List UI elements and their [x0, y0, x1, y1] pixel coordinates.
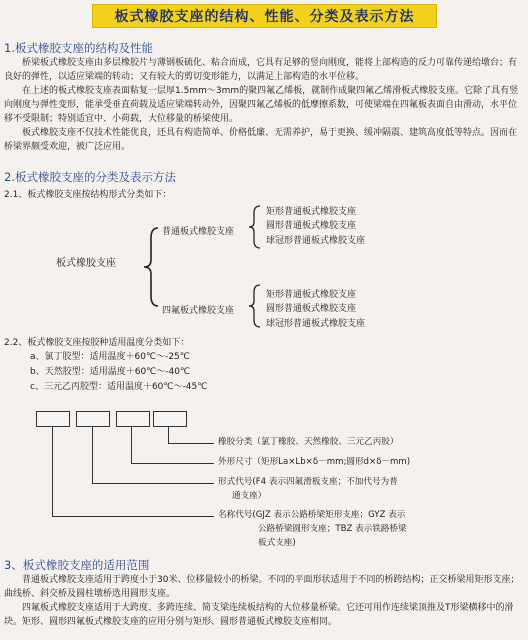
legend-type-cont: 通支座）	[232, 491, 267, 501]
paragraph: 四氟板式橡胶支座适用于大跨度、多跨连续、简支梁连续板结构的大位移量桥梁。它还可用作连续梁顶推及T形梁横移中的滑块。矩形、圆形四氟板式橡胶支座的应用分别与矩形、圆形普通板式橡胶支座相同。	[4, 603, 514, 627]
tree-group-ordinary: 普通板式橡胶支座	[162, 227, 235, 237]
code-box-size	[116, 411, 150, 427]
page-title: 板式橡胶支座的结构、性能、分类及表示方法	[114, 9, 415, 25]
tree-leaf: 球冠形普通板式橡胶支座	[266, 236, 366, 246]
title-banner	[92, 4, 437, 28]
tree-leaf: 球冠形普通板式橡胶支座	[266, 319, 366, 329]
tree-root: 板式橡胶支座	[56, 258, 116, 269]
legend-name-cont: 公路桥梁圆形支座；TBZ 表示铁路桥梁	[258, 524, 407, 534]
legend-rubber: 橡胶分类（氯丁橡胶、天然橡胶、三元乙丙胶）	[218, 437, 399, 447]
tree-group-ptfe: 四氟板式橡胶支座	[162, 306, 235, 316]
subsection-2-1: 2.1、板式橡胶支座按结构形式分类如下：	[4, 190, 172, 200]
connector	[168, 427, 169, 443]
connector	[131, 463, 214, 464]
temperature-item: b、天然胶型：适用温度＋60℃～-40℃	[30, 367, 191, 377]
code-box-rubber	[153, 411, 187, 427]
root-brace	[142, 226, 162, 308]
paragraph: 板式橡胶支座不仅技术性能优良，还具有构造简单、价格低廉、无需养护，易于更换、缓冲隔震、建筑高度低等特点。因而在桥梁界颇受欢迎，被广泛应用。	[4, 128, 518, 152]
tree-leaf: 矩形普通板式橡胶支座	[266, 207, 357, 217]
connector	[131, 427, 132, 463]
paragraph: 桥梁板式橡胶支座由多层橡胶片与薄钢板硫化、粘合而成，它具有足够的竖向刚度，能将上部构造的反力可靠传递给墩台；有良好的弹性，以适应梁端的转动；又有较大的剪切变形能力，以满足上部构造的水平位移。	[4, 58, 518, 82]
legend-size: 外形尺寸（矩形La×Lb×δ－mm;圆形d×δ－mm)	[218, 457, 411, 467]
tree-leaf: 矩形普通板式橡胶支座	[266, 290, 357, 300]
section-1-heading: 1.板式橡胶支座的结构及性能	[4, 41, 153, 55]
section-3-body	[4, 573, 520, 629]
section-1-body	[4, 56, 520, 154]
legend-name-cont: 板式支座)	[258, 538, 296, 548]
paragraph: 在上述的板式橡胶支座表面粘复一层厚1.5mm～3mm的聚四氟乙烯板，就制作成聚四氟乙烯滑板式橡胶支座。它除了具有竖向刚度与弹性变形，能承受垂直荷载及适应梁端转动外，因聚四氟乙烯板的低摩擦系数，可使梁端在四氟板表面自由滑动，水平位移不受限制；特别适宜中、小荷载，大位移量的桥梁使用。	[4, 86, 519, 124]
connector	[52, 516, 214, 517]
group-brace-ptfe	[248, 284, 262, 328]
tree-leaf: 圆形普通板式橡胶支座	[266, 304, 357, 314]
tree-leaf: 圆形普通板式橡胶支座	[266, 221, 357, 231]
code-box-name	[36, 411, 70, 427]
code-box-type	[76, 411, 110, 427]
connector	[92, 427, 93, 483]
section-2-heading: 2.板式橡胶支座的分类及表示方法	[4, 170, 176, 184]
paragraph: 普通板式橡胶支座适用于跨度小于30米、位移量较小的桥梁。不同的平面形状适用于不同的桥跨结构；正交桥梁用矩形支座；曲线桥、斜交桥及圆柱墩桥选用圆形支座。	[4, 575, 520, 599]
section-3-heading: 3、板式橡胶支座的适用范围	[4, 558, 150, 572]
connector	[168, 443, 214, 444]
subsection-2-2: 2.2、板式橡胶支座按胶种适用温度分类如下：	[4, 338, 190, 348]
group-brace-ordinary	[248, 205, 262, 249]
connector	[52, 427, 53, 516]
connector	[92, 483, 214, 484]
legend-name: 名称代号(GJZ 表示公路桥梁矩形支座；GYZ 表示	[218, 510, 406, 520]
temperature-item: a、氯丁胶型：适用温度＋60℃～-25℃	[30, 352, 190, 362]
legend-type: 形式代号(F4 表示四氟滑板支座；不加代号为普	[218, 477, 398, 487]
temperature-item: c、三元乙丙胶型：适用温度＋60℃～-45℃	[30, 382, 208, 392]
